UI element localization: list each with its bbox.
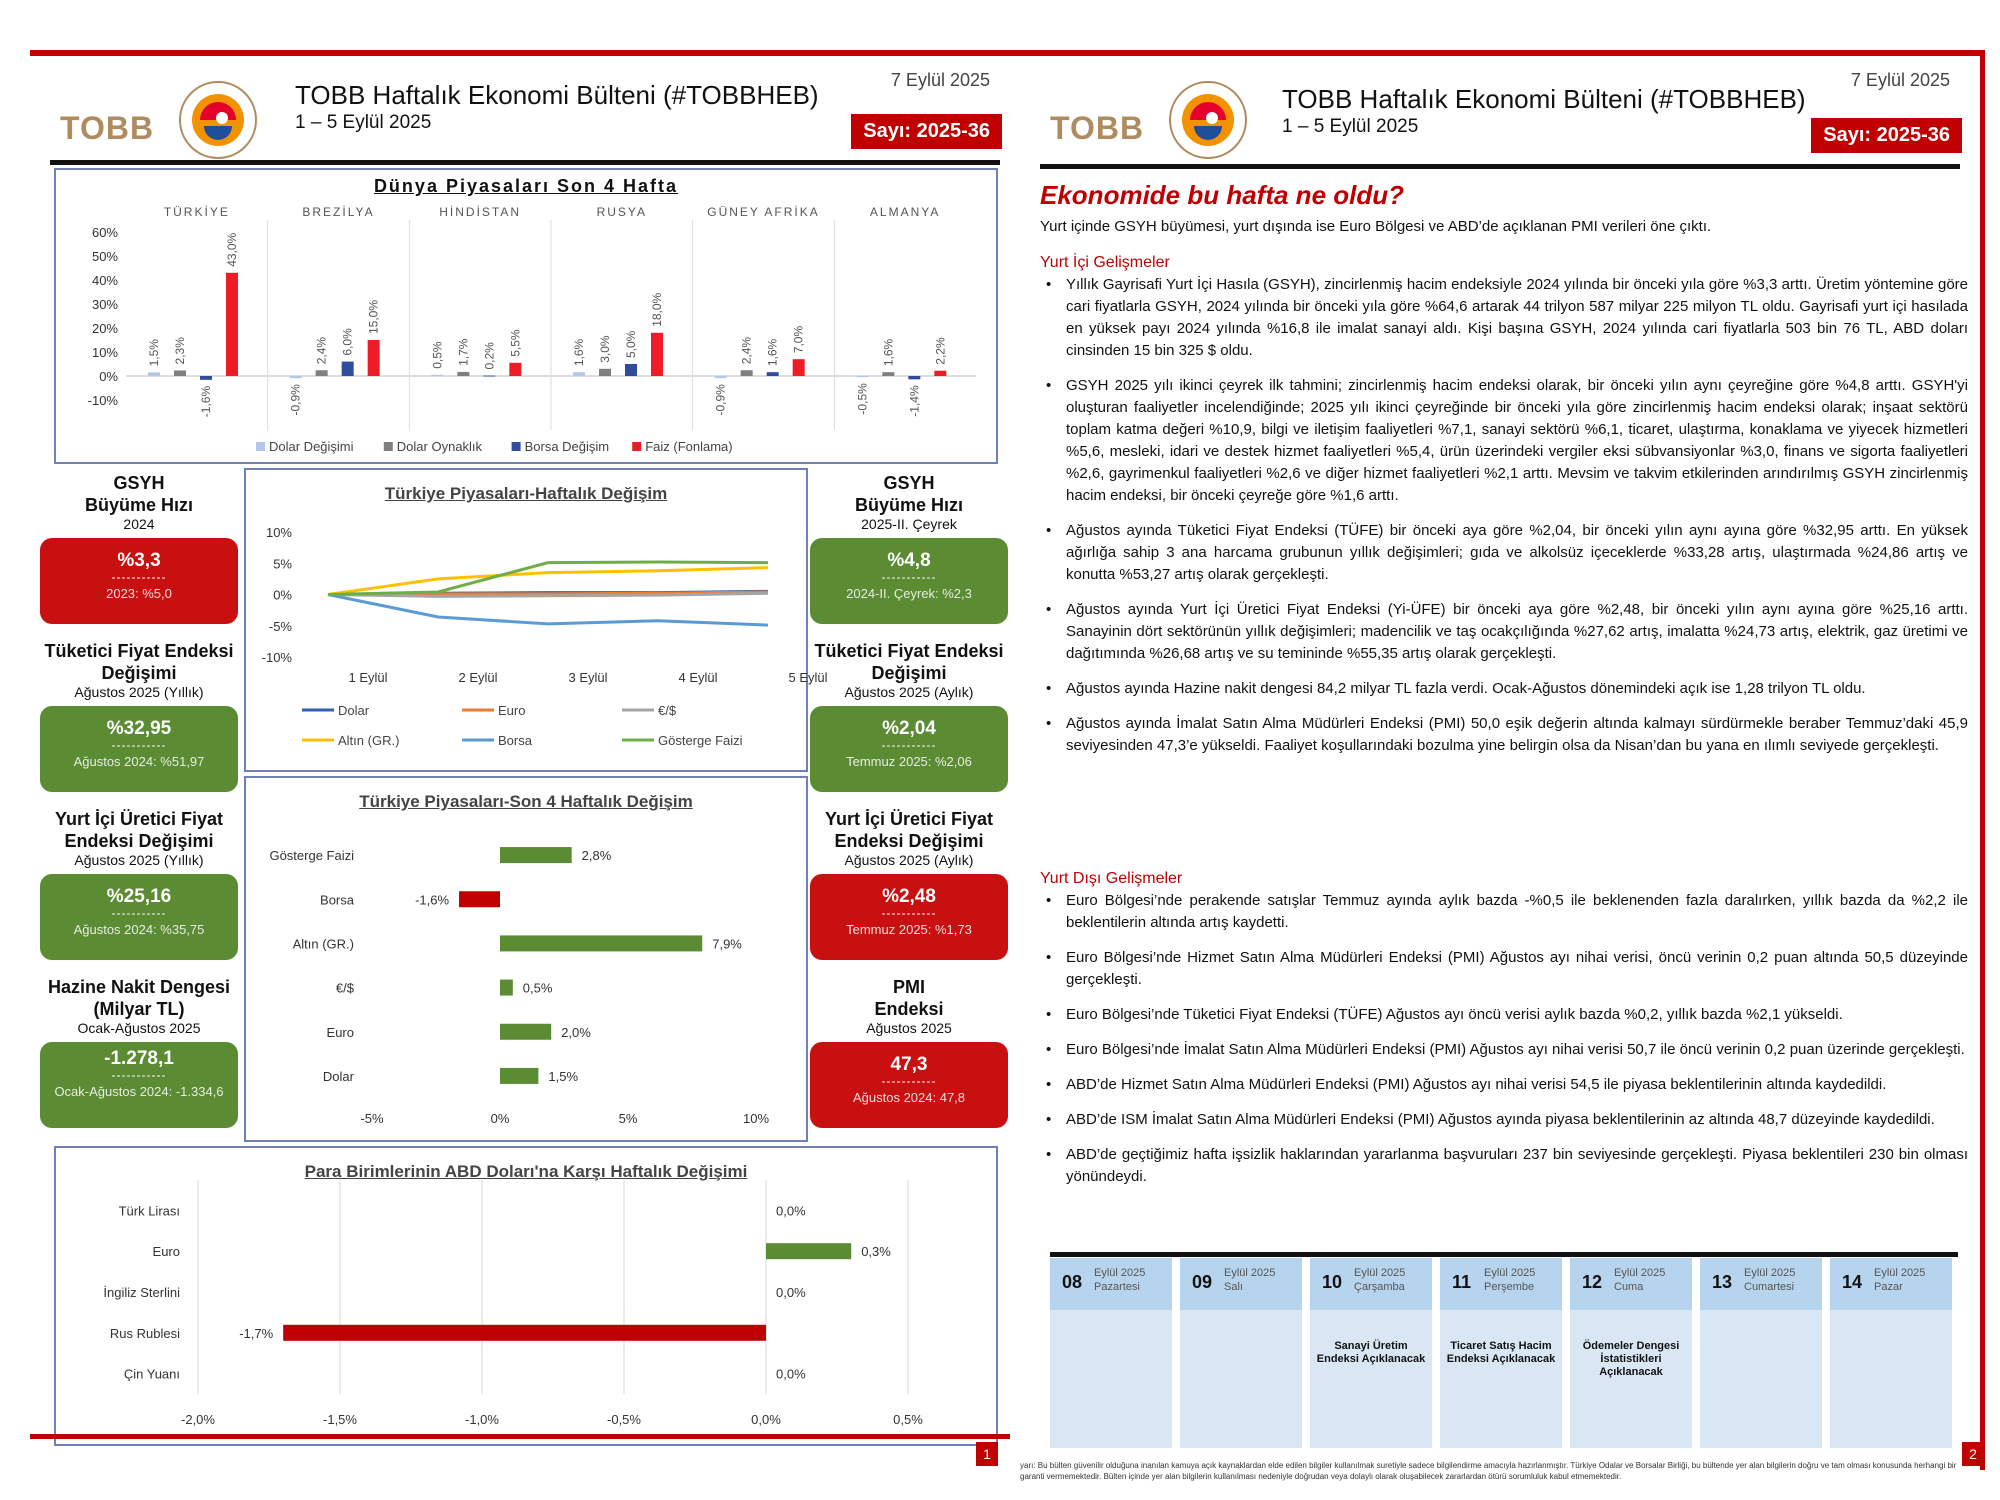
y-tick-label: 30% xyxy=(91,297,118,312)
legend-label: Euro xyxy=(498,703,526,718)
data-label: 2,4% xyxy=(314,336,329,365)
weekly-change-chart xyxy=(246,470,828,766)
kpi-gsyh-q2: %4,8 ----------- 2024-II. Çeyrek: %2,3 xyxy=(810,538,1008,624)
bar xyxy=(483,376,495,377)
category-label: ALMANYA xyxy=(869,205,941,219)
day-number: 14 xyxy=(1842,1272,1863,1292)
day-number: 08 xyxy=(1062,1272,1083,1292)
domestic-list xyxy=(1040,274,1968,770)
bar xyxy=(368,340,380,376)
legend-label: Borsa xyxy=(498,733,532,748)
data-label: 3,0% xyxy=(598,335,612,363)
kpi-label-gsyh-q2: GSYH Büyüme Hızı 2025-II. Çeyrek xyxy=(854,473,964,532)
y-tick-label: 60% xyxy=(91,225,118,240)
y-tick-label: 0% xyxy=(273,587,292,603)
domestic-heading: Yurt İçi Gelişmeler xyxy=(1040,254,1170,271)
list-item: • Euro Bölgesi’nde perakende satışlar Temmuz ayında aylık bazda -%0,5 ile beklenenden fazla daralırken, yıllık bazda da %2,2 ile beklentilerin altında artış kaydetti. xyxy=(1040,890,1968,934)
kpi-ufe-aylik: %2,48 ----------- Temmuz 2025: %1,73 xyxy=(810,874,1008,960)
x-tick-label: 5 Eylül xyxy=(788,670,828,685)
bulletin-date-2: 7 Eylül 2025 xyxy=(1850,70,1950,90)
data-label: 18,0% xyxy=(650,292,664,327)
data-label: 2,0% xyxy=(561,1024,591,1040)
four-week-box xyxy=(244,776,808,1142)
kpi-label-hazine: Hazine Nakit Dengesi (Milyar TL) Ocak-Ağustos 2025 xyxy=(47,977,231,1036)
legend-swatch xyxy=(512,442,521,451)
kpi-label-pmi: PMI Endeksi Ağustos 2025 xyxy=(866,977,952,1036)
data-label: 5,0% xyxy=(624,330,638,358)
data-label: 0,5% xyxy=(430,341,445,369)
legend-swatch xyxy=(384,442,393,451)
section-intro: Yurt içinde GSYH büyümesi, yurt dışında ise Euro Bölgesi ve ABD’de açıklanan PMI verileri öne çıktı. xyxy=(1040,218,1712,235)
bar xyxy=(741,370,753,376)
data-label: 1,5% xyxy=(548,1068,579,1084)
world-markets-chart xyxy=(56,170,992,458)
kpi-label-tufe-yillik: Tüketici Fiyat Endeksi Değişimi Ağustos 2025 (Yıllık) xyxy=(44,641,234,700)
bar xyxy=(316,370,328,376)
legend-label: Dolar xyxy=(338,703,370,718)
kpi-pmi: 47,3 ----------- Ağustos 2024: 47,8 xyxy=(810,1042,1008,1128)
disclaimer: yarı: Bu bülten güvenilir olduğuna inanılan kamuya açık kaynaklardan elde edilen bilgiler kullanılmak suretiyle sadece bilgilendirme amacıyla hazırlanmıştır. Türkiye Odalar ve Borsalar Birliği, bu bültende yer alan bilgilerin doğru ve tam olması konusunda herhangi bir garanti vermemektedir. Bülten içinde yer alan bilgilerin kullanılması nedeniyle doğrudan veya dolaylı olarak oluşabilecek zararlardan ötürü sorumluluk kabul etmemektedir. xyxy=(1020,1461,1957,1481)
kpi-hazine: -1.278,1 ----------- Ocak-Ağustos 2024: -1.334,6 xyxy=(40,1042,238,1128)
bar xyxy=(509,363,521,376)
x-tick-label: -1,0% xyxy=(465,1412,499,1427)
calendar-day: 12 Eylül 2025 Cuma Ödemeler Dengesi İstatistikleri Açıklanacak xyxy=(1570,1258,1692,1448)
category-label: RUSYA xyxy=(596,205,648,219)
bulletin-period-2: 1 – 5 Eylül 2025 xyxy=(1282,116,1419,137)
weekly-change-box xyxy=(244,468,828,772)
four-week-chart xyxy=(246,778,802,1136)
kpi-label-gsyh-2024: GSYH Büyüme Hızı 2024 xyxy=(84,473,194,532)
list-item: • ABD’de Hizmet Satın Alma Müdürleri Endeksi (PMI) Ağustos ayı nihai verisi 54,5 ile piyasa beklentilerinin altında kaydedildi. xyxy=(1040,1074,1968,1096)
bar xyxy=(431,375,443,376)
category-label: BREZİLYA xyxy=(302,205,375,219)
day-number: 12 xyxy=(1582,1272,1603,1292)
foreign-heading: Yurt Dışı Gelişmeler xyxy=(1040,870,1183,887)
x-tick-label: 0% xyxy=(490,1111,510,1126)
list-item: • ABD’de ISM İmalat Satın Alma Müdürleri Endeksi (PMI) Ağustos ayında piyasa beklentilerinin az altında 48,7 düzeyinde kaydedildi. xyxy=(1040,1109,1968,1131)
data-label: 7,9% xyxy=(712,936,742,952)
data-label: -1,4% xyxy=(907,385,922,417)
page-2 xyxy=(1020,50,1985,1481)
world-markets-box xyxy=(54,168,998,464)
section-title: Ekonomide bu hafta ne oldu? xyxy=(1040,180,1404,210)
header-divider xyxy=(50,160,1000,165)
issue-badge: Sayı: 2025-36 xyxy=(851,114,1002,149)
x-tick-label: -2,0% xyxy=(181,1412,215,1427)
bar xyxy=(226,273,238,376)
page-1 xyxy=(30,50,1020,1470)
issue-badge-2: Sayı: 2025-36 xyxy=(1811,118,1962,153)
tobb-logo xyxy=(60,70,260,170)
y-tick-label: -5% xyxy=(268,618,292,634)
calendar-day: 10 Eylül 2025 Çarşamba Sanayi Üretim Endeksi Açıklanacak xyxy=(1310,1258,1432,1448)
bar xyxy=(934,371,946,376)
list-item: • Euro Bölgesi’nde Tüketici Fiyat Endeksi (TÜFE) Ağustos ayı öncü verisi aylık bazda %0,2, yıllık bazda %2,1 yükseldi. xyxy=(1040,1004,1968,1026)
currency-chart xyxy=(56,1148,992,1440)
data-label: 0,0% xyxy=(776,1285,806,1300)
list-item: • Euro Bölgesi’nde İmalat Satın Alma Müdürleri Endeksi (PMI) Ağustos ayı nihai verisi 50,7 ile öncü verinin 0,2 puan üzerinde gerçekleşti. xyxy=(1040,1039,1968,1061)
category-label: Türk Lirası xyxy=(118,1203,180,1219)
tobb-seal-icon xyxy=(1168,80,1248,160)
y-tick-label: -10% xyxy=(87,393,118,408)
page2-top-bar xyxy=(1020,50,1980,56)
legend-swatch xyxy=(632,442,641,451)
data-label: -1,7% xyxy=(239,1325,274,1341)
data-label: 1,6% xyxy=(765,338,780,367)
bar xyxy=(500,1024,551,1040)
category-label: Çin Yuanı xyxy=(123,1366,180,1382)
bar xyxy=(500,847,572,863)
data-label: 0,3% xyxy=(861,1244,891,1260)
category-label: GÜNEY AFRİKA xyxy=(707,205,820,219)
data-label: 1,6% xyxy=(881,338,896,367)
x-tick-label: 1 Eylül xyxy=(348,670,388,685)
page-number-2: 2 xyxy=(1962,1442,1984,1466)
day-event: Ticaret Satış Hacim Endeksi Açıklanacak xyxy=(1446,1340,1556,1365)
kpi-tufe-aylik: %2,04 ----------- Temmuz 2025: %2,06 xyxy=(810,706,1008,792)
calendar-day: 14 Eylül 2025 Pazar xyxy=(1830,1258,1952,1448)
day-number: 10 xyxy=(1322,1272,1343,1292)
data-label: 1,5% xyxy=(147,339,161,367)
legend-label: Altın (GR.) xyxy=(338,733,400,748)
bar xyxy=(599,369,611,376)
bulletin-date: 7 Eylül 2025 xyxy=(890,70,990,90)
y-tick-label: 0% xyxy=(99,369,118,384)
data-label: 0,0% xyxy=(776,1366,806,1382)
list-item: • Euro Bölgesi’nde Hizmet Satın Alma Müdürleri Endeksi (PMI) Ağustos ayı nihai verisi, öncü verinin 0,2 puan altında 50,5 düzeyinde gerçekleşti. xyxy=(1040,947,1968,991)
day-number: 11 xyxy=(1452,1272,1472,1292)
data-label: 2,8% xyxy=(581,848,612,864)
y-tick-label: 5% xyxy=(273,556,292,572)
y-tick-label: 20% xyxy=(91,321,118,336)
x-tick-label: 4 Eylül xyxy=(678,670,718,685)
x-tick-label: -5% xyxy=(360,1111,384,1126)
bar xyxy=(625,364,637,376)
bar xyxy=(856,376,868,377)
data-label: 7,0% xyxy=(791,325,806,354)
legend-label: Borsa Değişim xyxy=(524,439,610,454)
day-number: 09 xyxy=(1192,1272,1213,1292)
data-label: -1,6% xyxy=(199,385,213,418)
data-label: 0,5% xyxy=(522,980,553,996)
category-label: Euro xyxy=(152,1244,180,1260)
x-tick-label: 0,5% xyxy=(893,1412,923,1427)
x-tick-label: -0,5% xyxy=(607,1412,641,1427)
x-tick-label: 0,0% xyxy=(751,1412,781,1427)
list-item: • Ağustos ayında İmalat Satın Alma Müdürleri Endeksi (PMI) 50,0 eşik değerin altında kalmayı sürdürmekle beraber Temmuz’daki 45,9 seviyesinden 47,3’e yükseldi. Faaliyet koşullarındaki bozulma yine belirgin olsa da Nisan’dan bu yana en ılımlı seviyede gerçekleşti. xyxy=(1040,713,1968,757)
bar xyxy=(457,372,469,376)
list-item: • Ağustos ayında Yurt İçi Üretici Fiyat Endeksi (Yi-ÜFE) bir önceki aya göre %2,48, bir önceki yılın aynı ayına göre %25,16 arttı. Sanayinin dört sektörünün yıllık değişimleri; madencilik ve taş ocakçılığında %27,62 artış, imalatta %24,73 artış, elektrik, gaz üretimi ve dağıtımında %26,68 artış ve su temininde %55,35 artış olarak gerçekleşti. xyxy=(1040,599,1968,665)
bulletin-period: 1 – 5 Eylül 2025 xyxy=(295,112,432,133)
bar xyxy=(651,333,663,376)
data-label: 0,0% xyxy=(776,1203,806,1219)
y-tick-label: -10% xyxy=(261,650,292,665)
weekly-calendar xyxy=(1050,1258,1958,1448)
y-tick-label: 10% xyxy=(265,525,292,540)
series-line xyxy=(328,562,768,595)
bar xyxy=(766,1243,851,1259)
series-line xyxy=(328,568,768,595)
bar xyxy=(174,370,186,376)
category-label: €/$ xyxy=(335,980,354,996)
calendar-divider xyxy=(1050,1252,1958,1257)
legend-label: Gösterge Faizi xyxy=(658,733,743,748)
bar xyxy=(715,376,727,378)
data-label: 2,4% xyxy=(739,336,754,365)
category-label: İngiliz Sterlini xyxy=(103,1285,180,1300)
category-label: HİNDİSTAN xyxy=(439,205,522,219)
data-label: 1,6% xyxy=(572,338,586,367)
kpi-label-ufe-aylik: Yurt İçi Üretici Fiyat Endeksi Değişimi Ağustos 2025 (Aylık) xyxy=(824,809,994,868)
data-label: 1,7% xyxy=(456,338,471,366)
category-label: Rus Rublesi xyxy=(109,1325,180,1341)
bar xyxy=(290,376,302,378)
category-label: TÜRKİYE xyxy=(163,205,230,219)
series-line xyxy=(328,595,768,626)
four-week-title: Türkiye Piyasaları-Son 4 Haftalık Değişim xyxy=(359,792,693,811)
day-event: Ödemeler Dengesi İstatistikleri Açıklanacak xyxy=(1582,1340,1680,1378)
day-event: Sanayi Üretim Endeksi Açıklanacak xyxy=(1316,1340,1426,1365)
category-label: Borsa xyxy=(320,892,354,908)
legend-label: Dolar Değişimi xyxy=(269,439,354,454)
x-tick-label: 5% xyxy=(618,1111,638,1126)
data-label: -0,5% xyxy=(855,383,870,415)
x-tick-label: 2 Eylül xyxy=(458,670,498,685)
category-label: Altın (GR.) xyxy=(292,936,354,952)
page-bottom-bar xyxy=(30,1434,1010,1439)
x-tick-label: 10% xyxy=(742,1111,770,1126)
legend-swatch xyxy=(256,442,265,451)
bar xyxy=(500,980,513,996)
data-label: -1,6% xyxy=(415,892,450,908)
x-tick-label: -1,5% xyxy=(323,1412,357,1427)
calendar-day: 08 Eylül 2025 Pazartesi xyxy=(1050,1258,1172,1448)
legend-label: Dolar Oynaklık xyxy=(396,439,483,454)
kpi-gsyh-2024: %3,3 ----------- 2023: %5,0 xyxy=(40,538,238,624)
kpi-tufe-yillik: %32,95 ----------- Ağustos 2024: %51,97 xyxy=(40,706,238,792)
data-label: 0,2% xyxy=(482,342,497,370)
world-markets-title: Dünya Piyasaları Son 4 Hafta xyxy=(373,176,679,196)
y-tick-label: 50% xyxy=(91,249,118,264)
kpi-label-ufe-yillik: Yurt İçi Üretici Fiyat Endeksi Değişimi Ağustos 2025 (Yıllık) xyxy=(54,809,224,868)
bulletin-title-2: TOBB Haftalık Ekonomi Bülteni (#TOBBHEB) xyxy=(1282,84,1806,114)
list-item: • Ağustos ayında Tüketici Fiyat Endeksi (TÜFE) bir önceki aya göre %2,04, bir önceki yılın aynı ayına göre %32,95 arttı. En yüksek ağırlığa sahip 3 ana harcama grubunun yıllık değişimleri; gıda ve alkolsüz içeceklerde %33,28 artış, ulaştırmada %24,86 artış ve konutta %53,27 artış olarak gerçekleşti. xyxy=(1040,520,1968,586)
data-label: 6,0% xyxy=(340,328,355,356)
foreign-list xyxy=(1040,890,1968,1201)
bar xyxy=(283,1325,766,1341)
data-label: 5,5% xyxy=(508,329,523,357)
currency-box xyxy=(54,1146,998,1446)
header-divider-2 xyxy=(1040,164,1960,169)
bar xyxy=(793,359,805,376)
bar xyxy=(200,376,212,380)
y-tick-label: 40% xyxy=(91,273,118,288)
bar xyxy=(459,891,500,907)
page-top-bar xyxy=(30,50,1020,56)
logo-text-2: TOBB xyxy=(1050,110,1145,146)
category-label: Gösterge Faizi xyxy=(269,848,354,864)
list-item: • GSYH 2025 yılı ikinci çeyrek ilk tahmini; zincirlenmiş hacim endeksi olarak, bir önceki yılın aynı çeyreğine göre %4,8 arttı. GSYH'yi oluşturan faaliyetler incelendiğinde; 2025 yılı ikinci çeyreğinde bir önceki yıla göre zincirlenmiş hacim endeksi olarak; inşaat sektörü toplam katma değeri %10,9, bilgi ve iletişim faaliyetleri %7,1, sanayi sektörü %6,1, ticaret, ulaştırma, konaklama ve yiyecek hizmetleri %5,6, mesleki, idari ve destek hizmet faaliyetleri %5,4, ürün üzerindeki vergiler eksi sübvansiyonlar %3,0, finans ve sigorta faaliyetleri %2,6, gayrimenkul faaliyetleri %2,6 ve diğer hizmet faaliyetleri %2,1 arttı. Mevsim ve takvim etkilerinden arındırılmış GSYH zincirlenmiş hacim endeksi, bir önceki çeyreğe göre %1,6 arttı. xyxy=(1040,375,1968,507)
logo-text: TOBB xyxy=(60,110,155,146)
list-item: • Yıllık Gayrisafi Yurt İçi Hasıla (GSYH), zincirlenmiş hacim endeksiyle 2024 yılında bir önceki yıla göre %3,3 arttı. Üretim yöntemine göre cari fiyatlarla GSYH, 2024 yılında bir önceki yıla göre %64,6 artarak 44 trilyon 587 milyar 225 milyon TL oldu. Gayrisafi yurt içi hasılada en yüksek payı 2024 yılında %16,8 ile imalat sanayi aldı. Kişi başına GSYH, 2024 yılında cari fiyatlarla 503 bin 76 TL, ABD doları cinsinden 15 bin 325 $ oldu. xyxy=(1040,274,1968,362)
calendar-day: 13 Eylül 2025 Cumartesi xyxy=(1700,1258,1822,1448)
data-label: 2,2% xyxy=(933,337,948,365)
currency-title: Para Birimlerinin ABD Doları'na Karşı Haftalık Değişimi xyxy=(304,1162,748,1181)
data-label: -0,9% xyxy=(288,384,303,416)
bar xyxy=(767,372,779,376)
page-number-1: 1 xyxy=(976,1442,998,1466)
calendar-day: 11 Eylül 2025 Perşembe Ticaret Satış Hacim Endeksi Açıklanacak xyxy=(1440,1258,1562,1448)
kpi-label-tufe-aylik: Tüketici Fiyat Endeksi Değişimi Ağustos 2025 (Aylık) xyxy=(814,641,1004,700)
category-label: Euro xyxy=(326,1024,354,1040)
data-label: -0,9% xyxy=(713,384,728,416)
bulletin-title: TOBB Haftalık Ekonomi Bülteni (#TOBBHEB) xyxy=(295,80,819,110)
bar xyxy=(342,362,354,376)
tobb-logo-2 xyxy=(1050,70,1250,170)
weekly-change-title: Türkiye Piyasaları-Haftalık Değişim xyxy=(384,484,668,503)
bar xyxy=(500,1068,538,1084)
legend-label: €/$ xyxy=(658,703,677,718)
bar xyxy=(500,935,702,951)
legend-label: Faiz (Fonlama) xyxy=(645,439,733,454)
bar xyxy=(908,376,920,379)
category-label: Dolar xyxy=(322,1068,354,1084)
list-item: • Ağustos ayında Hazine nakit dengesi 84,2 milyar TL fazla verdi. Ocak-Ağustos dönemindeki açık ise 1,28 trilyon TL oldu. xyxy=(1040,678,1968,700)
tobb-seal-icon xyxy=(178,80,258,160)
bar xyxy=(882,372,894,376)
calendar-day: 09 Eylül 2025 Salı xyxy=(1180,1258,1302,1448)
y-tick-label: 10% xyxy=(91,345,118,360)
list-item: • ABD’de geçtiğimiz hafta işsizlik haklarından yararlanma başvuruları 237 bin seviyesinde gerçekleşti. Piyasa beklentileri 230 bin olması yönündeydi. xyxy=(1040,1144,1968,1188)
bar xyxy=(573,372,585,376)
data-label: 15,0% xyxy=(366,299,381,334)
data-label: 43,0% xyxy=(225,232,239,267)
kpi-ufe-yillik: %25,16 ----------- Ağustos 2024: %35,75 xyxy=(40,874,238,960)
day-number: 13 xyxy=(1712,1272,1733,1292)
data-label: 2,3% xyxy=(173,337,187,365)
x-tick-label: 3 Eylül xyxy=(568,670,608,685)
bar xyxy=(148,372,160,376)
